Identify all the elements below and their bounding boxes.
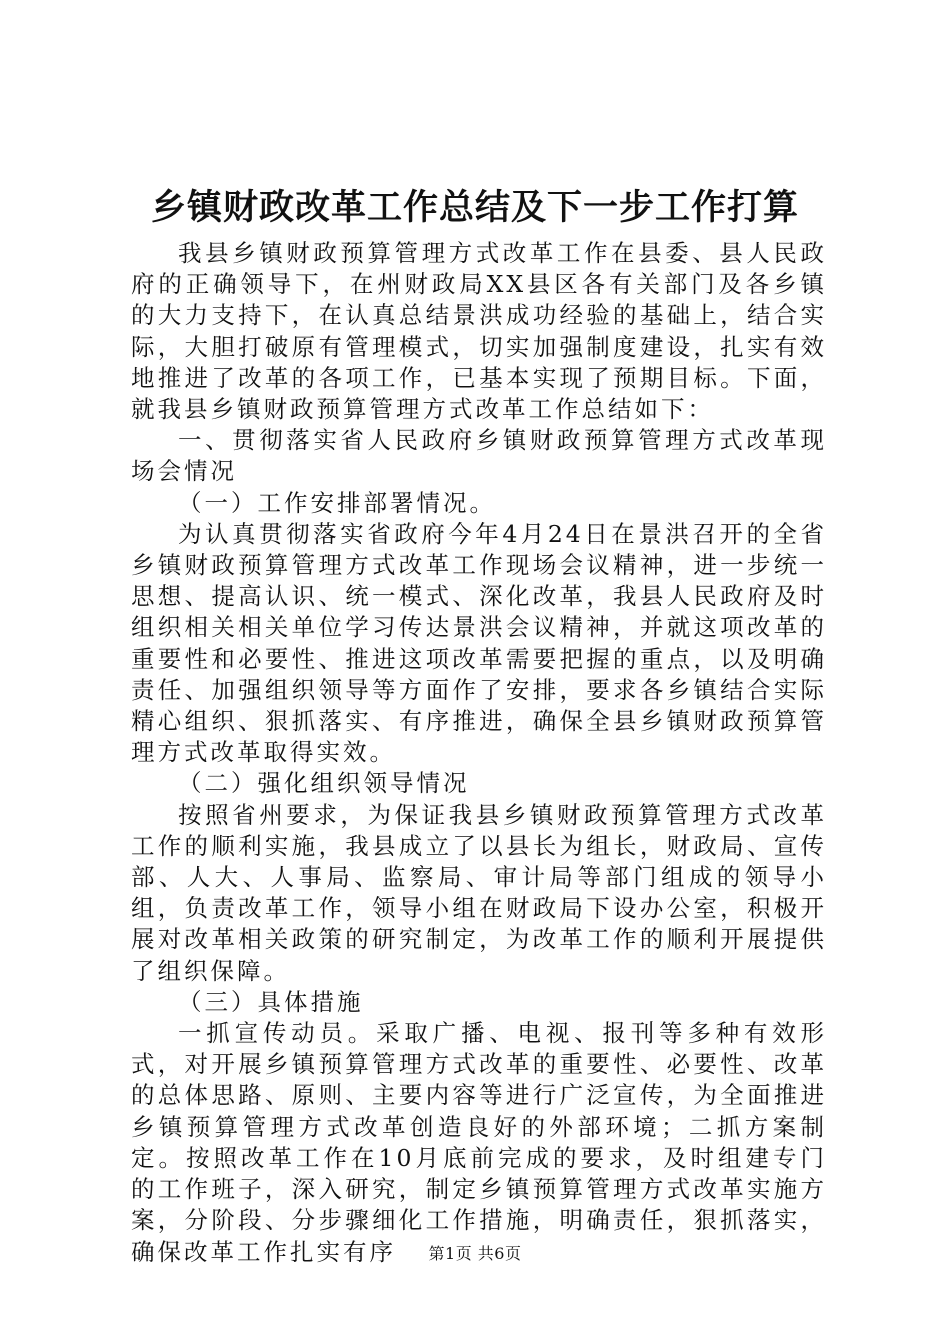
body-paragraph-1: 为认真贯彻落实省政府今年4月24日在景洪召开的全省乡镇财政预算管理方式改革工作现场会议精神，进一步统一思想、提高认识、统一模式、深化改革，我县人民政府及时组织相关相关单位学习传达景洪会议精神，并就这项改革的重要性和必要性、推进这项改革需要把握的重点，以及明确责任、加强组织领导等方面作了安排，要求各乡镇结合实际精心组织、狠抓落实、有序推进，确保全县乡镇财政预算管理方式改革取得实效。 <box>131 519 827 767</box>
section-heading-1: 一、贯彻落实省人民政府乡镇财政预算管理方式改革现场会情况 <box>131 426 827 486</box>
document-title: 乡镇财政改革工作总结及下一步工作打算 <box>150 187 799 228</box>
subsection-heading-1: （一）工作安排部署情况。 <box>178 488 496 517</box>
body-paragraph-3: 一抓宣传动员。采取广播、电视、报刊等多种有效形式，对开展乡镇预算管理方式改革的重要性、必要性、改革的总体思路、原则、主要内容等进行广泛宣传，为全面推进乡镇预算管理方式改革创造良好的外部环境；二抓方案制定。按照改革工作在10月底前完成的要求，及时组建专门的工作班子，深入研究，制定乡镇预算管理方式改革实施方案，分阶段、分步骤细化工作措施，明确责任，狠抓落实，确保改革工作扎实有序 <box>131 1019 827 1266</box>
subsection-heading-2: （二）强化组织领导情况 <box>178 769 470 798</box>
body-paragraph-2: 按照省州要求，为保证我县乡镇财政预算管理方式改革工作的顺利实施，我县成立了以县长为组长，财政局、宣传部、人大、人事局、监察局、审计局等部门组成的领导小组，负责改革工作，领导小组在财政局下设办公室，积极开展对改革相关政策的研究制定，为改革工作的顺利开展提供了组织保障。 <box>131 800 827 985</box>
subsection-heading-3: （三）具体措施 <box>178 987 364 1016</box>
intro-paragraph: 我县乡镇财政预算管理方式改革工作在县委、县人民政府的正确领导下，在州财政局XX县区各有关部门及各乡镇的大力支持下，在认真总结景洪成功经验的基础上，结合实际，大胆打破原有管理模式，切实加强制度建设，扎实有效地推进了改革的各项工作，已基本实现了预期目标。下面，就我县乡镇财政预算管理方式改革工作总结如下： <box>131 239 827 424</box>
document-body <box>131 238 827 1268</box>
page-number-footer: 第1页 共6页 <box>428 1244 522 1263</box>
